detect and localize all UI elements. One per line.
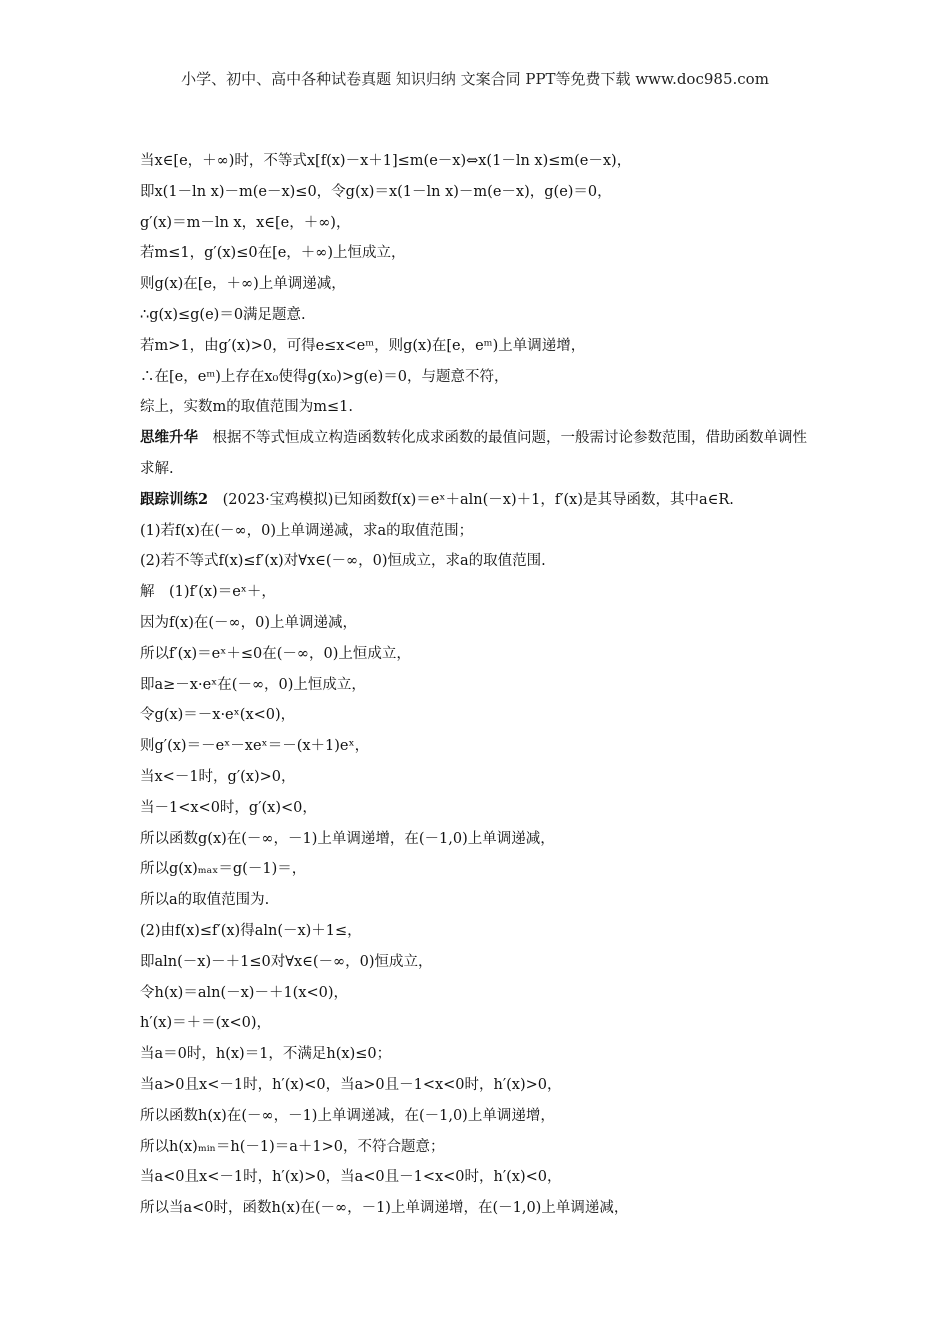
text-line: 若m≤1，g′(x)≤0在[e，＋∞)上恒成立， — [140, 245, 406, 262]
solution-line: 即a≥－x·eˣ在(－∞，0)上恒成立， — [140, 676, 366, 693]
solution-line: 所以a的取值范围为. — [140, 892, 270, 909]
solution-line: h′(x)＝＋＝(x<0)， — [140, 1015, 271, 1032]
text-line: ∴在[e，eᵐ)上存在x₀使得g(x₀)>g(e)＝0，与题意不符， — [140, 368, 509, 385]
solution-line: 令g(x)＝－x·eˣ(x<0)， — [140, 707, 296, 724]
exercise-title: 跟踪训练2 — [140, 490, 209, 508]
solution-line: 所以h(x)ₘᵢₙ＝h(－1)＝a＋1>0，不符合题意； — [140, 1138, 445, 1155]
document-body — [140, 146, 815, 1224]
solution-line: 当a<0且x<－1时，h′(x)>0，当a<0且－1<x<0时，h′(x)<0， — [140, 1169, 562, 1186]
solution-line: 所以g(x)ₘₐₓ＝g(－1)＝， — [140, 861, 307, 878]
solution-line: 当a>0且x<－1时，h′(x)<0，当a>0且－1<x<0时，h′(x)>0， — [140, 1076, 562, 1093]
text-line: 当x∈[e，＋∞)时，不等式x[f(x)－x＋1]≤m(e－x)⇔x(1－ln x)≤m(e－x)， — [140, 153, 632, 169]
solution-line: 当x<－1时，g′(x)>0， — [140, 768, 296, 785]
solution-line: 则g′(x)＝－eˣ－xeˣ＝－(x＋1)eˣ， — [140, 738, 370, 755]
solution-line: 即aln(－x)－＋1≤0对∀x∈(－∞，0)恒成立， — [140, 953, 433, 970]
solution-line: 因为f(x)在(－∞，0)上单调递减， — [140, 614, 357, 631]
text-line: 综上，实数m的取值范围为m≤1. — [140, 399, 353, 416]
summary-title: 思维升华 — [140, 429, 198, 447]
text-line: ∴g(x)≤g(e)＝0满足题意. — [140, 306, 306, 323]
summary-text: 根据不等式恒成立构造函数转化成求函数的最值问题，一般需讨论参数范围，借助函数单调性求解. — [140, 430, 807, 477]
solution-line: 所以f′(x)＝eˣ＋≤0在(－∞，0)上恒成立， — [140, 645, 411, 662]
solution-line: 解 (1)f′(x)＝eˣ＋， — [140, 584, 276, 601]
exercise-text: (2023·宝鸡模拟)已知函数f(x)＝eˣ＋aln(－x)＋1，f′(x)是其导函数，其中a∈R. — [222, 491, 734, 508]
solution-line: (2)由f(x)≤f′(x)得aln(－x)＋1≤， — [140, 922, 362, 939]
question-1: (1)若f(x)在(－∞，0)上单调递减，求a的取值范围； — [140, 522, 474, 539]
solution-line: 令h(x)＝aln(－x)－＋1(x<0)， — [140, 984, 349, 1001]
exercise-heading — [140, 485, 815, 516]
summary-paragraph — [140, 423, 815, 485]
solution-line: 所以当a<0时，函数h(x)在(－∞，－1)上单调递增，在(－1,0)上单调递减， — [140, 1200, 629, 1217]
question-2: (2)若不等式f(x)≤f′(x)对∀x∈(－∞，0)恒成立，求a的取值范围. — [140, 553, 546, 570]
solution-line: 所以函数h(x)在(－∞，－1)上单调递减，在(－1,0)上单调递增， — [140, 1107, 555, 1124]
text-line: 即x(1－ln x)－m(e－x)≤0，令g(x)＝x(1－ln x)－m(e－x)，g(e)＝0， — [140, 183, 612, 200]
solution-line: 当a＝0时，h(x)＝1，不满足h(x)≤0； — [140, 1046, 392, 1063]
solution-line: 当－1<x<0时，g′(x)<0， — [140, 799, 317, 816]
solution-line: 所以函数g(x)在(－∞，－1)上单调递增，在(－1,0)上单调递减， — [140, 830, 555, 847]
text-line: 若m>1，由g′(x)>0，可得e≤x<eᵐ，则g(x)在[e，eᵐ)上单调递增， — [140, 337, 586, 354]
text-line: g′(x)＝m－ln x，x∈[e，＋∞)， — [140, 214, 351, 231]
page-header: 小学、初中、高中各种试卷真题 知识归纳 文案合同 PPT等免费下载 www.doc985.com — [181, 70, 769, 88]
text-line: 则g(x)在[e，＋∞)上单调递减， — [140, 276, 346, 293]
